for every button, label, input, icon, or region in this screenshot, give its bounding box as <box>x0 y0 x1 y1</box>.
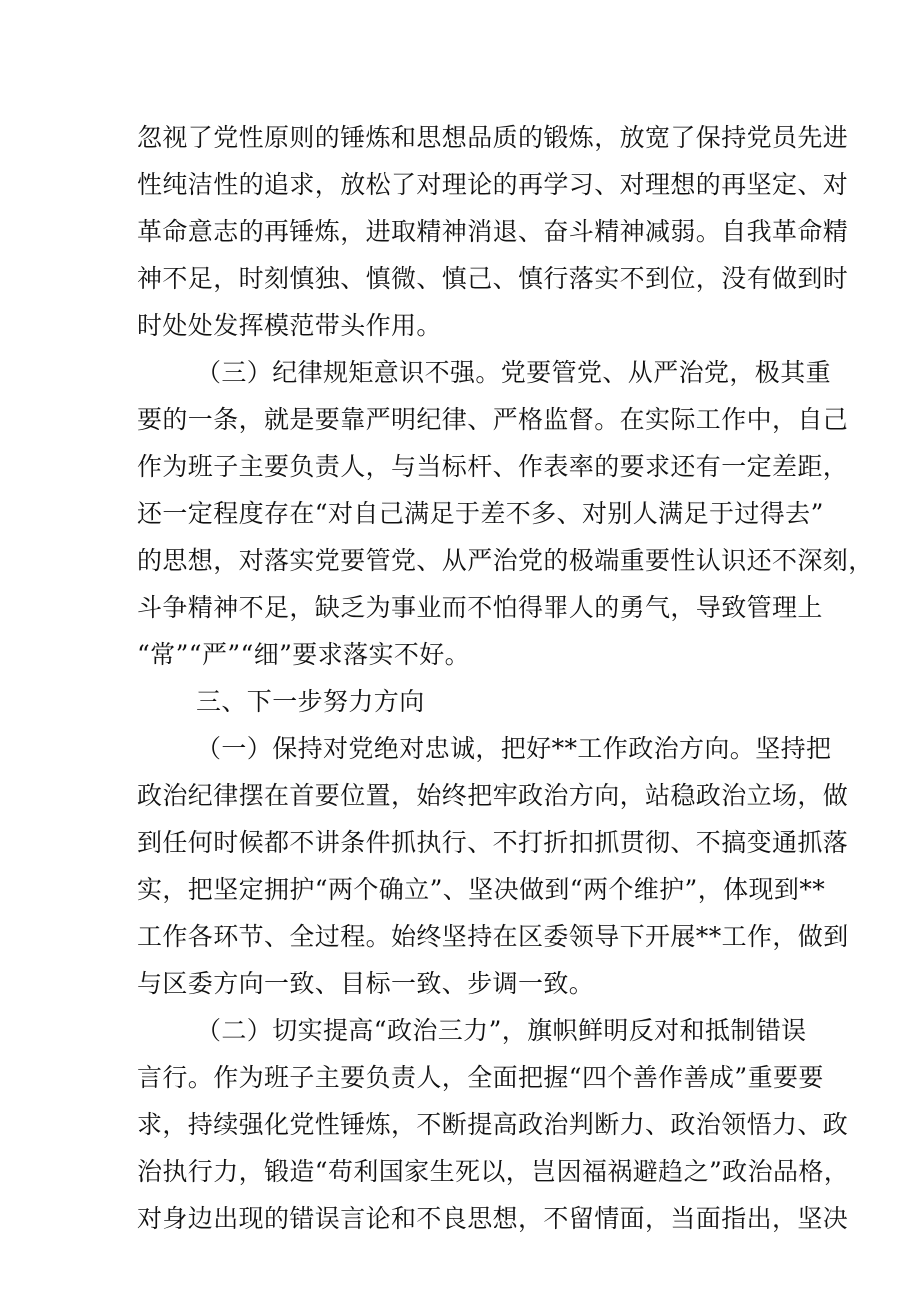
text-line-8: 作为班子主要负责人，与当标杆、作表率的要求还有一定差距， <box>137 452 849 481</box>
text-line-21: 言行。作为班子主要负责人，全面把握“四个善作善成”重要要 <box>137 1063 824 1092</box>
subsection-two-heading: （二）切实提高“政治三力”，旗帜鲜明反对和抵制错误 <box>196 1016 807 1045</box>
text-line-2: 性纯洁性的追求，放松了对理论的再学习、对理想的再坚定、对 <box>137 170 849 199</box>
text-line-22: 求，持续强化党性锤炼，不断提高政治判断力、政治领悟力、政 <box>137 1110 849 1139</box>
section-three-heading: （三）纪律规矩意识不强。党要管党、从严治党，极其重 <box>196 358 832 387</box>
subsection-one-heading: （一）保持对党绝对忠诚，把好**工作政治方向。坚持把 <box>196 734 832 763</box>
text-line-19: 与区委方向一致、目标一致、步调一致。 <box>137 969 595 998</box>
text-line-9: 还一定程度存在“对自己满足于差不多、对别人满足于过得去” <box>137 499 824 528</box>
text-line-17: 实，把坚定拥护“两个确立”、坚决做到“两个维护”，体现到** <box>137 875 826 904</box>
text-line-16: 到任何时候都不讲条件抓执行、不打折扣抓贯彻、不搞变通抓落 <box>137 828 849 857</box>
text-line-3: 革命意志的再锤炼，进取精神消退、奋斗精神减弱。自我革命精 <box>137 217 849 246</box>
text-line-10: 的思想，对落实党要管党、从严治党的极端重要性认识还不深刻， <box>137 546 874 575</box>
section-heading-next-steps: 三、下一步努力方向 <box>196 687 425 716</box>
text-line-4: 神不足，时刻慎独、慎微、慎己、慎行落实不到位，没有做到时 <box>137 264 849 293</box>
text-line-24: 对身边出现的错误言论和不良思想，不留情面，当面指出，坚决 <box>137 1204 849 1233</box>
text-line-12: “常”“严”“细”要求落实不好。 <box>137 640 471 669</box>
text-line-15: 政治纪律摆在首要位置，始终把牢政治方向，站稳政治立场，做 <box>137 781 849 810</box>
text-line-18: 工作各环节、全过程。始终坚持在区委领导下开展**工作，做到 <box>137 922 849 951</box>
text-line-1: 忽视了党性原则的锤炼和思想品质的锻炼，放宽了保持党员先进 <box>137 123 849 152</box>
text-line-7: 要的一条，就是要靠严明纪律、严格监督。在实际工作中，自己 <box>137 405 849 434</box>
text-line-11: 斗争精神不足，缺乏为事业而不怕得罪人的勇气，导致管理上 <box>137 593 823 622</box>
text-line-23: 治执行力，锻造“苟利国家生死以，岂因福祸避趋之”政治品格， <box>137 1157 850 1186</box>
text-line-5: 时处处发挥模范带头作用。 <box>137 311 442 340</box>
